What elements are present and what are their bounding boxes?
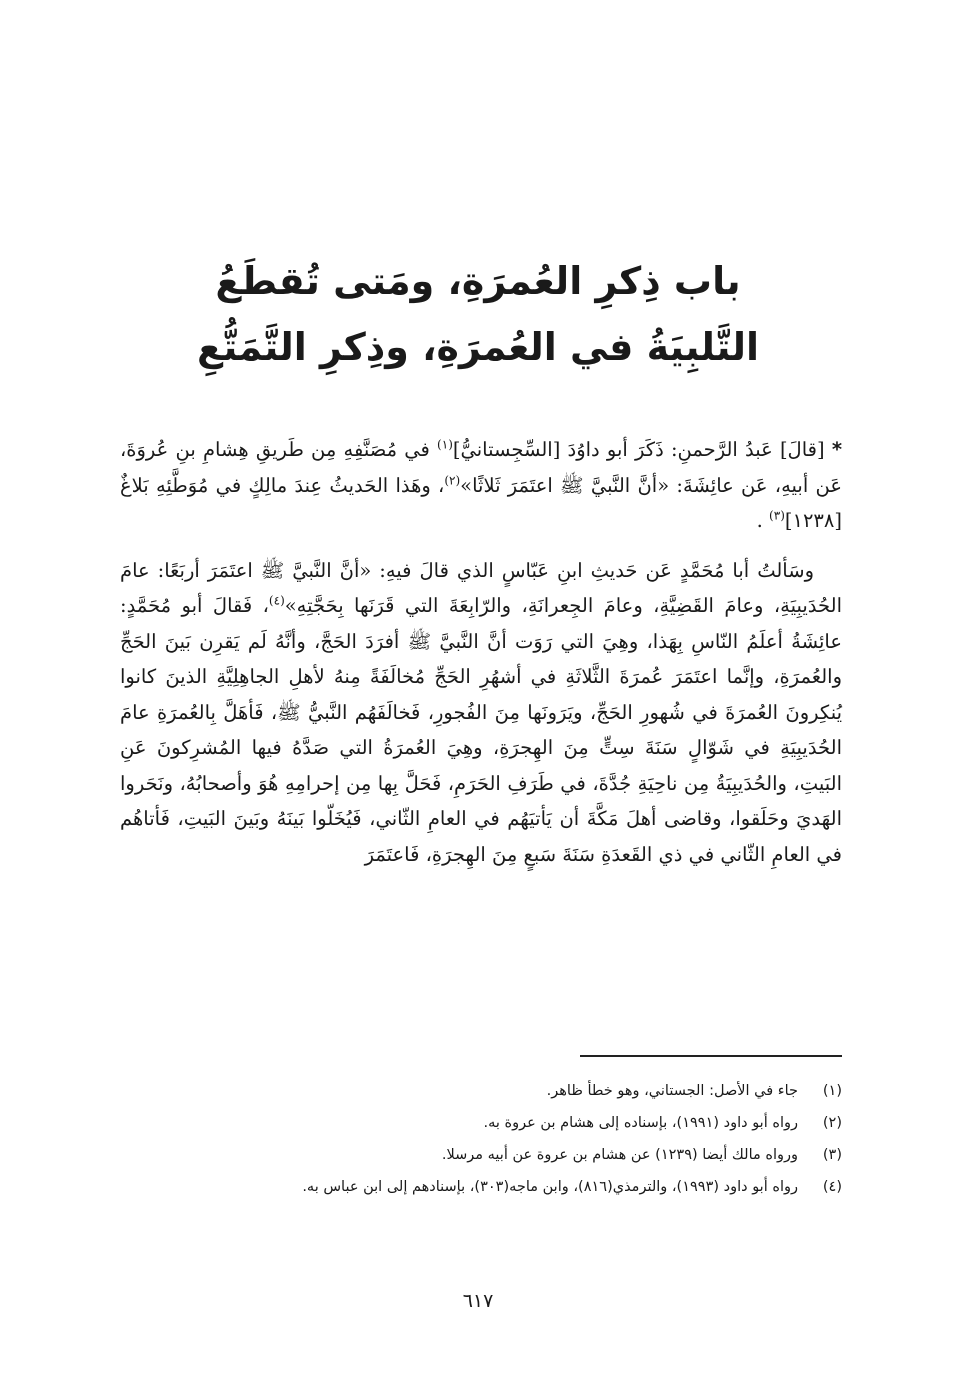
paragraph-1-part-d: .: [756, 509, 763, 532]
footnote-1: [120, 1076, 842, 1106]
page-number: ٦١٧: [462, 1290, 494, 1312]
footnote-text: جاء في الأصل: الجستاني، وهو خطأ ظاهر.: [546, 1083, 798, 1099]
footnote-number: (٤): [822, 1179, 842, 1195]
footnote-ref-4: (٤): [268, 593, 285, 608]
star-marker: *: [831, 438, 843, 461]
footnote-number: (٢): [822, 1115, 842, 1131]
footnote-4: [120, 1172, 842, 1202]
paragraph-1-part-b: في مُصَنَّفِهِ مِن طَريقِ هِشامِ بنِ عُروَةَ، عَن أبيهِ، عَن عائِشَةَ: «أنَّ النَّبيَّ ﷺ اعتَمَرَ ثَلاثًا»: [120, 438, 842, 497]
footnote-ref-2: (٢): [444, 473, 461, 487]
body-text: [120, 432, 842, 872]
paragraph-1-part-c: ، وهَذا الحَديثُ عِندَ مالِكٍ في مُوَطَّئِهِ بَلاغٌ [١٢٣٨]: [120, 473, 842, 532]
paragraph-2: [120, 553, 842, 873]
paragraph-2-part-a: وسَألتُ أبا مُحَمَّدٍ عَن حَديثِ ابنِ عَبّاسٍ الذي قالَ فيهِ: «أنَّ النَّبيَّ ﷺ اعتَمَرَ أربَعًا: عامَ الحُدَيبِيَةِ، وعامَ القَضِيَّةِ، وعامَ الجِعرانَةِ، والرّابِعَةَ التي قَرَنَها بِحَجَّتِهِ»: [120, 558, 842, 617]
footnote-2: [120, 1108, 842, 1138]
footnote-number: (٣): [822, 1147, 842, 1163]
paragraph-1-part-a: [قالَ] عَبدُ الرَّحمنِ: ذَكَرَ أبو داوُدَ [السِّجِستانيُّ]: [452, 438, 825, 461]
paragraph-2-part-b: ، فَقالَ أبو مُحَمَّدٍ: عائِشَةُ أعلَمُ النّاسِ بِهَذا، وهِيَ التي رَوَت أنَّ النَّبيَّ ﷺ أفرَدَ الحَجَّ، وأنَّهُ لَم يَقرِن بَينَ الحَجِّ والعُمرَةِ، وإنَّما اعتَمَرَ عُمرَةَ الثَّلاثَةِ في أشهُرِ الحَجِّ مُخالَفَةً مِنهُ لأهلِ الجاهِلِيَّةِ الذينَ كانوا يُنكِرونَ العُمرَةَ في شُهورِ الحَجِّ، ويَرَونَها مِنَ الفُجورِ، فَخالَفَهُم النَّبيُّ ﷺ، فَأهَلَّ بِالعُمرَةِ عامَ الحُدَيبِيَةِ في شَوّالٍ سَنَةَ سِتٍّ مِنَ الهِجرَةِ، وهِيَ العُمرَةُ التي صَدَّهُ فيها المُشرِكونَ عَنِ البَيتِ، والحُدَيبِيَةُ مِن ناحِيَةِ جُدَّةَ، في طَرَفِ الحَرَمِ، فَحَلَّ بِها مِن إحرامِهِ هُوَ وأصحابُهُ، ونَحَروا الهَديَ وحَلَقوا، وقاضى أهلَ مَكَّةَ أن يَأتيَهُم في العامِ الثّاني، فَيُخَلّوا بَينَهُ وبَينَ البَيتِ، فَأتاهُم في العامِ الثّاني في ذي القَعدَةِ سَنَةَ سَبعٍ مِنَ الهِجرَةِ، فَاعتَمَرَ: [120, 594, 842, 866]
paragraph-1: [120, 432, 842, 539]
chapter-title: [150, 248, 806, 380]
chapter-title-line-1: باب ذِكرِ العُمرَةِ، ومَتى تُقطَعُ: [215, 259, 741, 303]
footnote-text: رواه أبو داود (١٩٩١)، بإسناده إلى هشام بن عروة به.: [483, 1115, 798, 1131]
footnote-divider: [580, 1055, 842, 1057]
footnotes: [120, 1076, 842, 1204]
footnote-text: ورواه مالك أيضا (١٢٣٩) عن هشام بن عروة عن أبيه مرسلا.: [441, 1147, 798, 1163]
footnote-text: رواه أبو داود (١٩٩٣)، والترمذي(٨١٦)، وابن ماجه(٣٠٣)، بإسنادهم إلى ابن عباس به.: [302, 1179, 798, 1195]
footnote-ref-3: (٣): [769, 508, 785, 523]
footnote-3: [120, 1140, 842, 1170]
footnote-ref-1: (١): [437, 437, 453, 452]
chapter-title-line-2: التَّلبِيَةُ في العُمرَةِ، وذِكرِ التَّمَتُّعِ: [197, 325, 759, 369]
footnote-number: (١): [822, 1083, 842, 1099]
